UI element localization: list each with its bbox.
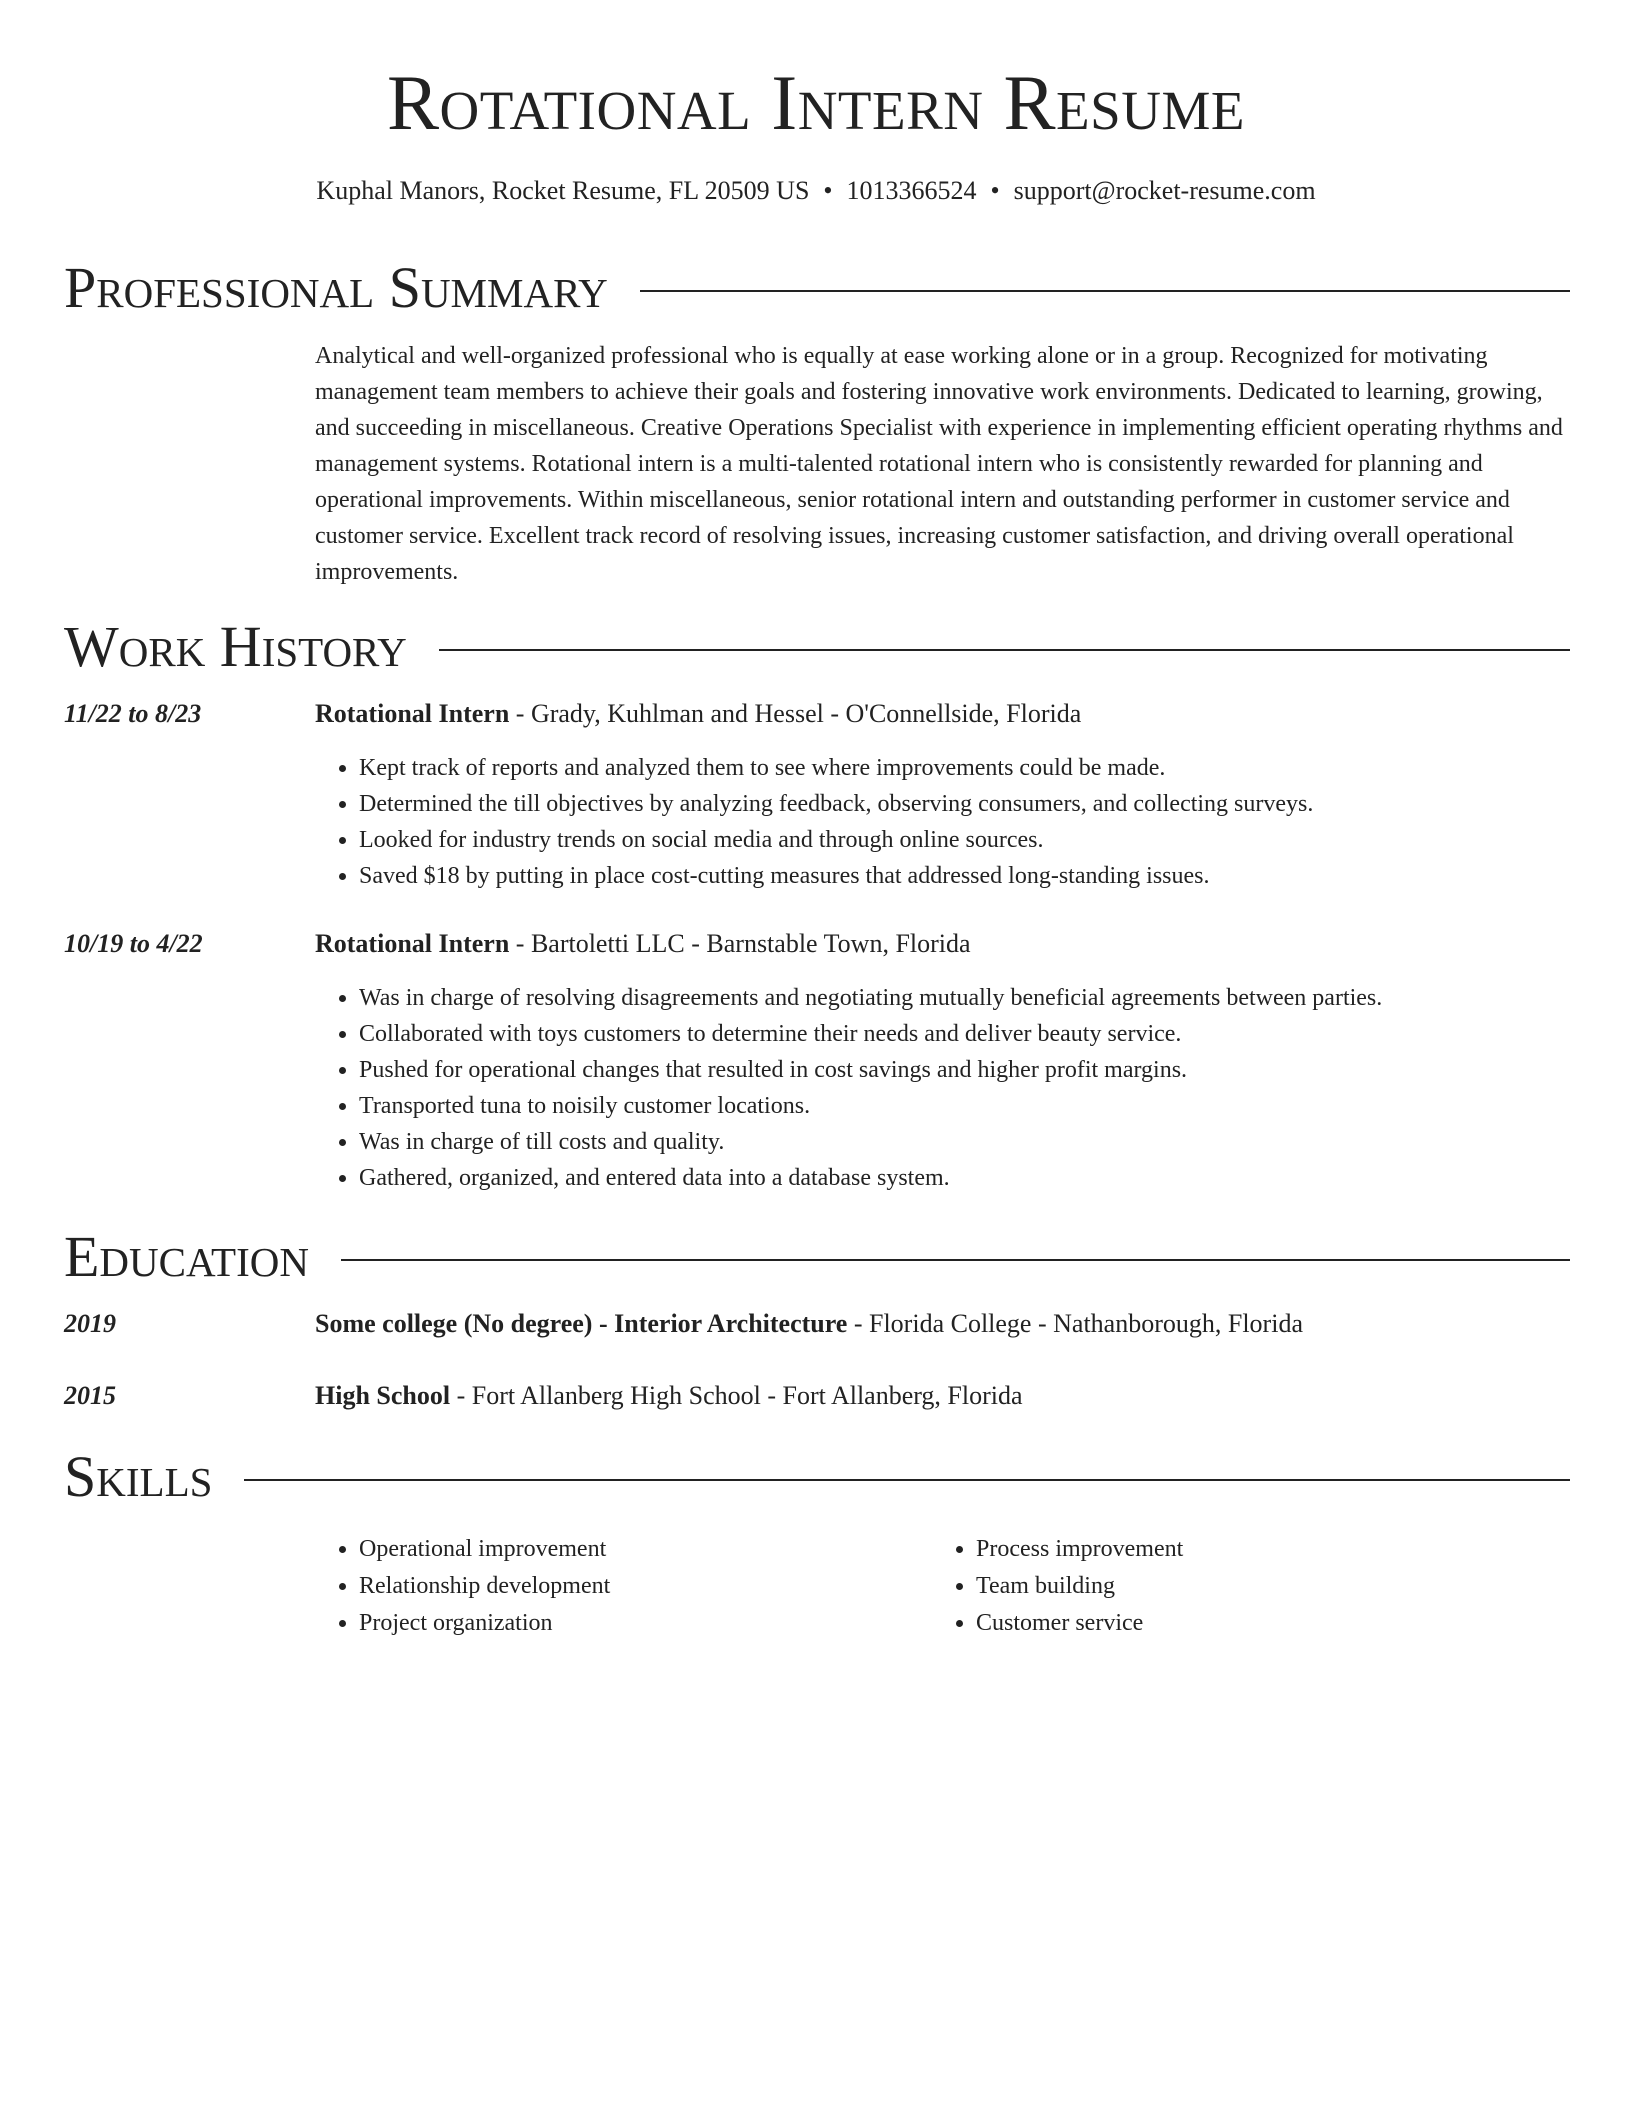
skill-item: • Relationship development [359,1568,919,1605]
job-employer: - Grady, Kuhlman and Hessel - O'Connellside, Florida [509,699,1082,728]
list-item: • Kept track of reports and analyzed them to see where improvements could be made. [359,750,1614,786]
contact-separator: • [990,176,1000,205]
skills-list-left [315,1531,919,1642]
list-item: • Collaborated with toys customers to determine their needs and deliver beauty service. [359,1016,1614,1052]
section-header-skills [64,1442,1570,1512]
education-year: 2015 [64,1381,116,1410]
section-title-summary: Professional Summary [64,255,608,320]
contact-phone: 1013366524 [846,176,977,205]
list-item: • Looked for industry trends on social media and through online sources. [359,822,1614,858]
education-degree: High School [315,1381,451,1410]
job-heading [315,696,1570,732]
skill-item: • Project organization [359,1605,919,1642]
section-title-education: Education [64,1224,309,1289]
job-heading [315,926,1570,962]
list-item: • Was in charge of till costs and quality. [359,1124,1614,1160]
job-bullets [315,980,1614,1196]
job-employer: - Bartoletti LLC - Barnstable Town, Florida [509,929,971,958]
section-header-summary [64,253,1570,323]
skill-item: • Customer service [976,1605,1536,1642]
list-item: • Transported tuna to noisily customer locations. [359,1088,1614,1124]
section-header-education [64,1222,1570,1292]
section-divider [244,1479,1570,1481]
section-divider [439,649,1570,651]
job-bullets [315,750,1614,894]
education-heading [315,1378,1570,1414]
list-item: • Determined the till objectives by analyzing feedback, observing consumers, and collecting surveys. [359,786,1614,822]
section-divider [640,290,1570,292]
list-item: • Was in charge of resolving disagreements and negotiating mutually beneficial agreements between parties. [359,980,1614,1016]
education-year: 2019 [64,1309,116,1338]
education-degree: Some college (No degree) - Interior Architecture [315,1309,848,1338]
skill-item: • Process improvement [976,1531,1536,1568]
education-school: - Fort Allanberg High School - Fort Allanberg, Florida [450,1381,1023,1410]
section-divider [341,1259,1570,1261]
section-title-skills: Skills [64,1444,213,1509]
job-title: Rotational Intern [315,929,510,958]
job-dates: 10/19 to 4/22 [64,929,203,958]
contact-separator: • [823,176,833,205]
contact-address: Kuphal Manors, Rocket Resume, FL 20509 US [316,176,810,205]
education-school: - Florida College - Nathanborough, Florida [847,1309,1303,1338]
contact-line [0,173,1632,209]
resume-title: Rotational Intern Resume [387,59,1245,146]
section-title-work: Work History [64,614,407,679]
skill-item: • Team building [976,1568,1536,1605]
job-title: Rotational Intern [315,699,510,728]
list-item: • Saved $18 by putting in place cost-cutting measures that addressed long-standing issues. [359,858,1614,894]
summary-text: Analytical and well-organized professional who is equally at ease working alone or in a group. Recognized for motivating management team members to achieve their goals and fostering innovative work environments. Dedicated to learning, growing, and succeeding in miscellaneous. Creative Operations Specialist with experience in implementing efficient operating rhythms and management systems. Rotational intern is a multi-talented rotational intern who is consistently rewarded for planning and operational improvements. Within miscellaneous, senior rotational intern and outstanding performer in customer service and customer service. Excellent track record of resolving issues, increasing customer satisfaction, and driving overall operational improvements. [315,343,1563,585]
contact-email: support@rocket-resume.com [1013,176,1316,205]
list-item: • Gathered, organized, and entered data into a database system. [359,1160,1614,1196]
skills-list-right [932,1531,1536,1642]
skill-item: • Operational improvement [359,1531,919,1568]
education-heading [315,1306,1570,1342]
list-item: • Pushed for operational changes that resulted in cost savings and higher profit margins. [359,1052,1614,1088]
job-dates: 11/22 to 8/23 [64,699,202,728]
section-header-work [64,612,1570,682]
